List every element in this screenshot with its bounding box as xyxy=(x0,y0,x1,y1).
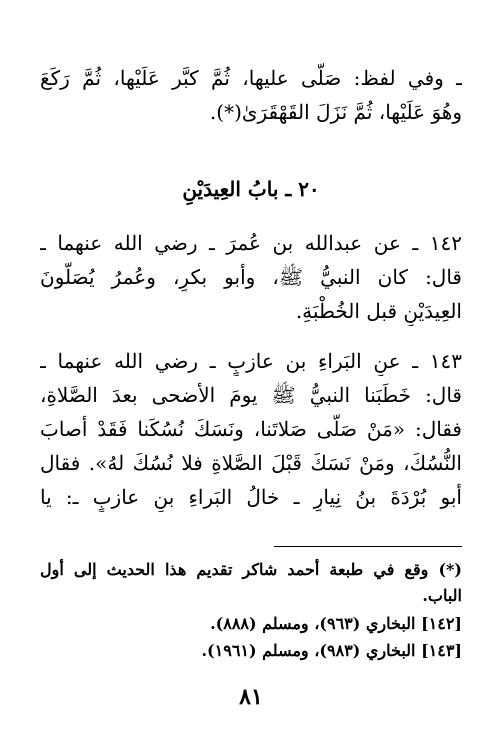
hadith-142-line-3: العِيدَيْنِ قبل الخُطْبَةِ. xyxy=(295,299,462,323)
intro-line-2: وهُوَ عَلَيْها، ثُمَّ نَزَلَ القَهْقَرَىٰ(*). xyxy=(209,100,462,124)
page-number: ٨١ xyxy=(239,684,263,710)
hadith-143-line-2: قال: خَطَبَنا النبيُّ ﷺ يومَ الأضحى بعدَ الصَّلاةِ، xyxy=(40,383,462,407)
hadith-142-line-2: قال: كان النبيُّ ﷺ، وأبو بكرٍ، وعُمرُ يُصَلُّونَ xyxy=(40,265,462,289)
footnote-ref-143: [١٤٣] البخاري (٩٨٣)، ومسلم (١٩٦١). xyxy=(201,641,462,660)
hadith-143-line-5: أبو بُرْدَةَ بنُ نِيارٍ ـ خالُ البَراءِ بنِ عازبٍ ـ: يا xyxy=(40,485,462,509)
hadith-143-line-4: النُّسُكَ، ومَنْ نَسَكَ قَبْلَ الصَّلاةِ فلا نُسُكَ لهُ». فقال xyxy=(40,451,462,475)
footnote-divider xyxy=(274,546,462,547)
footnote-ref-142: [١٤٢] البخاري (٩٦٣)، ومسلم (٨٨٨). xyxy=(210,614,462,633)
hadith-143-line-1: ١٤٣ ـ عنِ البَراءِ بن عازبٍ ـ رضي الله عنهما ـ xyxy=(40,349,462,373)
footnote-note-line-2: الباب. xyxy=(422,586,462,605)
footnote-note-line-1: (*) وقع في طبعة أحمد شاكر تقديم هذا الحديث إلى أول xyxy=(40,560,462,579)
intro-line-1: ـ وفي لفظ: صَلّى عليها، ثُمَّ كبَّر عَلَيْها، ثُمَّ رَكَعَ xyxy=(40,66,462,90)
hadith-142-line-1: ١٤٢ ـ عن عبدالله بن عُمرَ ـ رضي الله عنهما ـ xyxy=(40,231,462,255)
section-heading: ٢٠ ـ بابُ العِيدَيْنِ xyxy=(182,177,320,201)
hadith-143-line-3: فقال: «مَنْ صَلَّى صَلاتَنا، ونَسَكَ نُسُكَنا فَقَدْ أصابَ xyxy=(40,417,462,441)
